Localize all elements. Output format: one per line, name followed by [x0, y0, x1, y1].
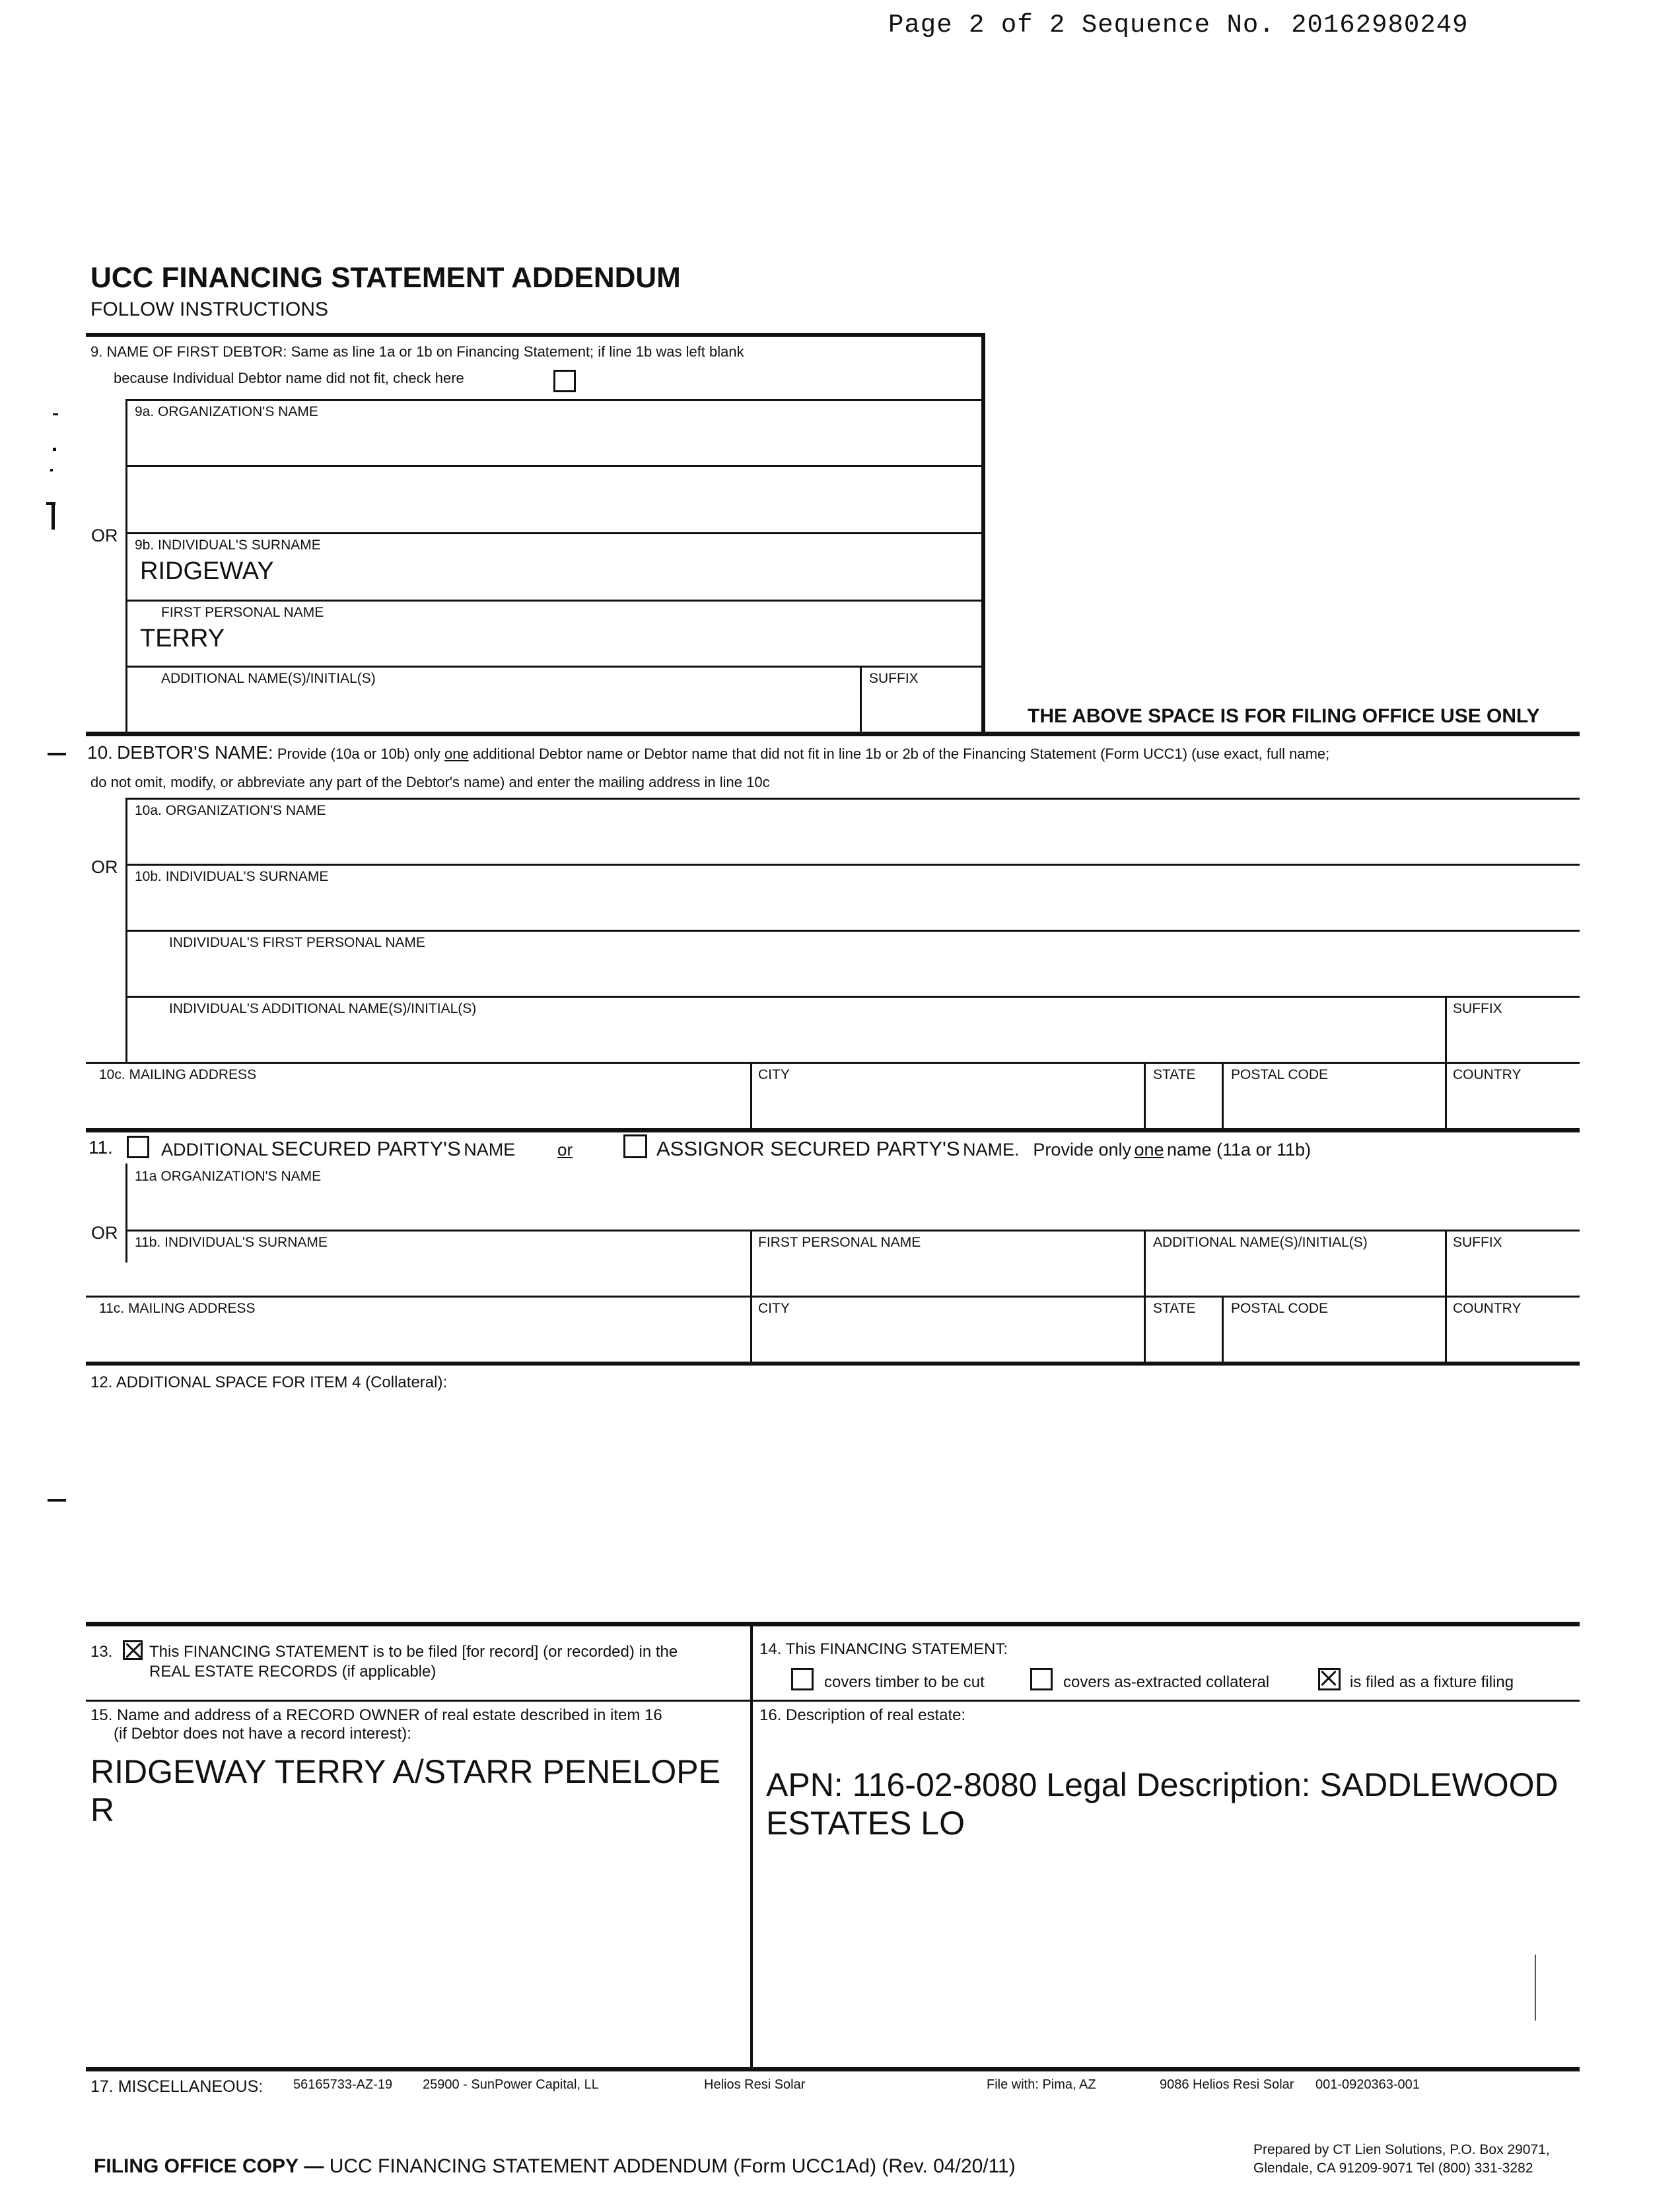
item11-additional-secured-checkbox[interactable] [127, 1136, 149, 1158]
item10-text-b: additional Debtor name or Debtor name that did not fit in line 1b or 2b of the Financing Statement (Form UCC1) (use exact, full name; [472, 746, 1330, 762]
item14-extracted-checkbox[interactable] [1030, 1668, 1053, 1690]
item11-number: 11. [88, 1137, 113, 1158]
item10-number: 10. [87, 742, 113, 763]
scan-mark [50, 469, 53, 471]
form-title: UCC FINANCING STATEMENT ADDENDUM [90, 261, 681, 294]
item11-line-c [86, 1296, 1580, 1298]
scan-mark [48, 1499, 66, 1502]
item10-additional-label: INDIVIDUAL'S ADDITIONAL NAME(S)/INITIAL(S) [169, 1001, 477, 1016]
item11-provide-a: Provide only [1033, 1140, 1132, 1160]
item11-first-name-label: FIRST PERSONAL NAME [758, 1235, 921, 1250]
item13-label: This FINANCING STATEMENT is to be filed [for record] (or recorded) in the [149, 1643, 678, 1661]
item12-field[interactable] [90, 1399, 1570, 1616]
item11a-label: 11a ORGANIZATION'S NAME [135, 1169, 322, 1184]
item10-text-a: Provide (10a or 10b) only [277, 746, 440, 762]
item11-city-label: CITY [758, 1301, 790, 1316]
item9a-field[interactable] [127, 423, 979, 462]
item14-timber-label: covers timber to be cut [824, 1673, 985, 1691]
item12-top-border [86, 1362, 1580, 1366]
item9-top-border [86, 333, 985, 337]
item11-or: OR [91, 1223, 118, 1243]
item10a-field[interactable] [127, 821, 1574, 861]
item11-suffix-label: SUFFIX [1453, 1235, 1502, 1250]
item10-city-label: CITY [758, 1067, 790, 1082]
item10-suffix-label: SUFFIX [1453, 1001, 1502, 1016]
item11c-label: 11c. MAILING ADDRESS [99, 1301, 256, 1316]
item9-line-d [125, 600, 983, 602]
item14-label: 14. This FINANCING STATEMENT: [759, 1640, 1008, 1658]
item9-first-name-label: FIRST PERSONAL NAME [161, 605, 324, 620]
item9-label-2: because Individual Debtor name did not fit, check here [114, 370, 464, 386]
item15-label-2: (if Debtor does not have a record interest): [114, 1725, 411, 1743]
filing-office-note: THE ABOVE SPACE IS FOR FILING OFFICE USE ONLY [1028, 705, 1540, 727]
item11-or-word: or [557, 1140, 573, 1160]
item9-first-name-value[interactable]: TERRY [140, 625, 225, 652]
item9b-surname-value[interactable]: RIDGEWAY [140, 557, 274, 585]
item10-line-e [86, 1062, 1580, 1064]
footer-dash: — [304, 2155, 324, 2177]
item11b-label: 11b. INDIVIDUAL'S SURNAME [135, 1235, 328, 1250]
item10-country-label: COUNTRY [1453, 1067, 1522, 1082]
item11-assignor-checkbox[interactable] [623, 1134, 647, 1158]
item9-label: 9. NAME OF FIRST DEBTOR: Same as line 1a or 1b on Financing Statement; if line 1b was left blank [90, 343, 744, 360]
item9-line-b [125, 465, 983, 467]
item16-label: 16. Description of real estate: [759, 1706, 966, 1724]
item9-suffix-label: SUFFIX [869, 671, 919, 686]
item11-provide-one: one [1134, 1140, 1164, 1160]
item13-number: 13. [90, 1643, 113, 1661]
item17-ref: 56165733-AZ-19 [293, 2077, 393, 2092]
item10-line-d [125, 996, 1580, 998]
item10-or: OR [91, 857, 118, 877]
item9-check-here-checkbox[interactable] [553, 370, 576, 392]
item11-additional-text-b: SECURED PARTY'S [271, 1137, 461, 1160]
footer-form-name: UCC FINANCING STATEMENT ADDENDUM (Form UCC1Ad) (Rev. 04/20/11) [329, 2155, 1016, 2177]
item15-record-owner-value[interactable]: RIDGEWAY TERRY A/STARR PENELOPE R [90, 1753, 720, 1828]
item11-line-b [125, 1230, 1580, 1232]
item10b-field[interactable] [127, 887, 1574, 927]
item11-add-divider [1144, 1230, 1146, 1298]
scan-mark [1535, 1955, 1536, 2021]
item10-state-divider [1144, 1062, 1146, 1130]
item9a-label: 9a. ORGANIZATION'S NAME [135, 404, 318, 419]
page-sequence: Page 2 of 2 Sequence No. 20162980249 [888, 11, 1469, 40]
item10-postal-divider [1222, 1062, 1224, 1130]
item10-line-b [125, 864, 1580, 866]
scan-mark [53, 448, 56, 451]
item11-state-label: STATE [1153, 1301, 1196, 1316]
item10c-label: 10c. MAILING ADDRESS [99, 1067, 257, 1082]
item9-line-e [125, 666, 983, 668]
item13-checkbox[interactable] [123, 1640, 143, 1660]
item10-city-divider [750, 1062, 752, 1130]
item15-top-border [86, 1700, 1580, 1702]
footer-form-line [94, 2155, 1016, 2178]
item14-fixture-label: is filed as a fixture filing [1350, 1673, 1514, 1691]
item11-provide-b: name (11a or 11b) [1166, 1140, 1312, 1160]
item11-assignor-text-a: ASSIGNOR SECURED PARTY'S [656, 1137, 960, 1160]
item9-line-a [125, 399, 983, 401]
scan-mark [48, 753, 66, 755]
item16-real-estate-value[interactable]: APN: 116-02-8080 Legal Description: SADDLEWOOD ESTATES LO [766, 1766, 1558, 1842]
item10-title: DEBTOR'S NAME: [117, 742, 273, 763]
prepared-by-line1: Prepared by CT Lien Solutions, P.O. Box 29071, [1253, 2142, 1550, 2157]
item9-or: OR [91, 526, 118, 545]
scan-mark [46, 502, 55, 505]
scan-mark [53, 413, 58, 415]
item10-postal-label: POSTAL CODE [1231, 1067, 1329, 1082]
item11-additional-secured-label [161, 1137, 515, 1161]
item9-right-border [981, 333, 985, 736]
item14-fixture-checkbox[interactable] [1318, 1668, 1341, 1690]
item10-state-label: STATE [1153, 1067, 1196, 1082]
item12-label: 12. ADDITIONAL SPACE FOR ITEM 4 (Collateral): [90, 1373, 448, 1391]
item11-state-divider [1144, 1296, 1146, 1364]
item11-assignor-text-b: NAME. [963, 1140, 1020, 1160]
item14-extracted-label: covers as-extracted collateral [1063, 1673, 1270, 1691]
item9-suffix-divider [860, 666, 862, 736]
item10-line-a [125, 798, 1580, 800]
item10-line-c [125, 930, 1580, 932]
item11-additional-text-c: NAME [464, 1140, 516, 1160]
item17-number: 001-0920363-001 [1315, 2077, 1420, 2092]
item11-postal-label: POSTAL CODE [1231, 1301, 1329, 1316]
item14-timber-checkbox[interactable] [791, 1668, 814, 1690]
item17-label: 17. MISCELLANEOUS: [90, 2077, 263, 2096]
item17-party: 25900 - SunPower Capital, LL [423, 2077, 599, 2092]
item11-country-label: COUNTRY [1453, 1301, 1522, 1316]
item13-label-2: REAL ESTATE RECORDS (if applicable) [149, 1663, 437, 1681]
item17-file-with: File with: Pima, AZ [987, 2077, 1096, 2092]
item10-top-border [86, 732, 1580, 736]
item10b-label: 10b. INDIVIDUAL'S SURNAME [135, 869, 329, 884]
item10-one: one [444, 746, 469, 762]
item11-postal-divider [1222, 1296, 1224, 1364]
item15-label: 15. Name and address of a RECORD OWNER of real estate described in item 16 [90, 1706, 662, 1724]
item13-14-divider [750, 1623, 753, 2069]
item17-top-border [86, 2067, 1580, 2071]
item10-label-2: do not omit, modify, or abbreviate any part of the Debtor's name) and enter the mailing address in line 10c [90, 774, 770, 790]
item11-top-border [86, 1128, 1580, 1132]
item9-additional-label: ADDITIONAL NAME(S)/INITIAL(S) [161, 671, 376, 686]
follow-instructions: FOLLOW INSTRUCTIONS [90, 298, 329, 320]
item10-label [87, 742, 1329, 763]
item10a-label: 10a. ORGANIZATION'S NAME [135, 803, 326, 818]
item17-account: 9086 Helios Resi Solar [1160, 2077, 1294, 2092]
filing-office-copy: FILING OFFICE COPY [94, 2155, 299, 2177]
item11-additional-label: ADDITIONAL NAME(S)/INITIAL(S) [1153, 1235, 1368, 1250]
item17-project: Helios Resi Solar [704, 2077, 806, 2092]
scan-mark [52, 502, 55, 530]
item11a-field[interactable] [127, 1187, 1574, 1227]
item10-first-name-field[interactable] [127, 954, 1574, 993]
item9b-label: 9b. INDIVIDUAL'S SURNAME [135, 538, 321, 553]
prepared-by-line2: Glendale, CA 91209-9071 Tel (800) 331-3282 [1253, 2161, 1533, 2176]
item10-first-name-label: INDIVIDUAL'S FIRST PERSONAL NAME [169, 935, 425, 950]
item13-top-border [86, 1622, 1580, 1626]
item9-line-c [125, 532, 983, 534]
item11-assignor-label [656, 1137, 1311, 1161]
item11-additional-text-a: ADDITIONAL [161, 1140, 269, 1160]
